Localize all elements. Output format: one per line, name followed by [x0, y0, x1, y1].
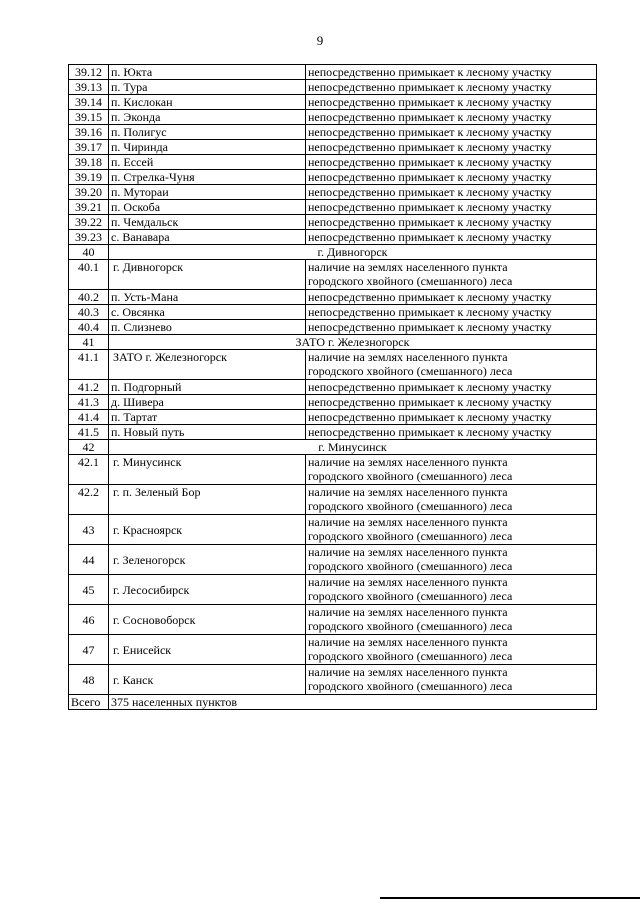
- table-row: [69, 110, 597, 125]
- row-number: 42.1: [69, 455, 109, 485]
- settlement-name: г. Дивногорск: [109, 260, 306, 290]
- settlement-name: г. п. Зеленый Бор: [109, 485, 306, 515]
- table-row: [69, 290, 597, 305]
- condition-cell: непосредственно примыкает к лесному участку: [306, 170, 597, 185]
- table-row: [69, 125, 597, 140]
- condition-cell: непосредственно примыкает к лесному участку: [306, 125, 597, 140]
- condition-cell: непосредственно примыкает к лесному участку: [306, 410, 597, 425]
- row-number: 45: [69, 575, 109, 605]
- condition-cell: [306, 350, 597, 380]
- row-number: 40.1: [69, 260, 109, 290]
- condition-cell: [306, 635, 597, 665]
- condition-line-2: городского хвойного (смешанного) леса: [308, 364, 513, 378]
- table-row: [69, 605, 597, 635]
- settlements-table-body: [69, 65, 597, 710]
- settlement-name: п. Слизнево: [109, 320, 306, 335]
- table-row: [69, 140, 597, 155]
- condition-cell: непосредственно примыкает к лесному участку: [306, 380, 597, 395]
- table-row: [69, 215, 597, 230]
- total-value: 375 населенных пунктов: [109, 695, 597, 710]
- condition-cell: [306, 605, 597, 635]
- row-number: 41.5: [69, 425, 109, 440]
- condition-cell: [306, 515, 597, 545]
- table-row: [69, 545, 597, 575]
- table-row: [69, 260, 597, 290]
- row-number: 40.3: [69, 305, 109, 320]
- row-number: 44: [69, 545, 109, 575]
- condition-line-1: наличие на землях населенного пункта: [308, 635, 508, 649]
- table-row: [69, 200, 597, 215]
- table-row: [69, 395, 597, 410]
- condition-cell: непосредственно примыкает к лесному участку: [306, 65, 597, 80]
- footer-rule: [380, 897, 640, 899]
- settlement-name: п. Ессей: [109, 155, 306, 170]
- table-row: [69, 80, 597, 95]
- condition-line-2: городского хвойного (смешанного) леса: [308, 619, 513, 633]
- row-number: 41: [69, 335, 109, 350]
- row-number: 41.2: [69, 380, 109, 395]
- table-row: [69, 380, 597, 395]
- row-number: 41.3: [69, 395, 109, 410]
- condition-cell: непосредственно примыкает к лесному участку: [306, 305, 597, 320]
- row-number: 42.2: [69, 485, 109, 515]
- table-row: [69, 350, 597, 380]
- condition-cell: непосредственно примыкает к лесному участку: [306, 395, 597, 410]
- condition-line-1: наличие на землях населенного пункта: [308, 575, 508, 589]
- table-row: [69, 95, 597, 110]
- condition-line-2: городского хвойного (смешанного) леса: [308, 529, 513, 543]
- condition-cell: [306, 575, 597, 605]
- condition-line-1: наличие на землях населенного пункта: [308, 665, 508, 679]
- row-number: 39.21: [69, 200, 109, 215]
- row-number: 46: [69, 605, 109, 635]
- condition-line-1: наличие на землях населенного пункта: [308, 455, 508, 469]
- row-number: 39.18: [69, 155, 109, 170]
- total-label: Всего: [69, 695, 109, 710]
- table-row: [69, 305, 597, 320]
- condition-cell: непосредственно примыкает к лесному участку: [306, 425, 597, 440]
- condition-cell: непосредственно примыкает к лесному участку: [306, 95, 597, 110]
- condition-line-1: наличие на землях населенного пункта: [308, 605, 508, 619]
- condition-line-2: городского хвойного (смешанного) леса: [308, 679, 513, 693]
- row-number: 48: [69, 665, 109, 695]
- condition-cell: непосредственно примыкает к лесному участку: [306, 215, 597, 230]
- condition-line-1: наличие на землях населенного пункта: [308, 485, 508, 499]
- table-row: [69, 170, 597, 185]
- settlement-name: с. Овсянка: [109, 305, 306, 320]
- settlement-name: п. Новый путь: [109, 425, 306, 440]
- settlement-name: г. Красноярск: [109, 515, 306, 545]
- settlement-name: п. Тура: [109, 80, 306, 95]
- settlement-name: г. Енисейск: [109, 635, 306, 665]
- settlement-name: г. Минусинск: [109, 455, 306, 485]
- row-number: 39.19: [69, 170, 109, 185]
- condition-cell: [306, 455, 597, 485]
- row-number: 39.14: [69, 95, 109, 110]
- condition-cell: непосредственно примыкает к лесному участку: [306, 185, 597, 200]
- settlement-name: п. Тартат: [109, 410, 306, 425]
- condition-cell: непосредственно примыкает к лесному участку: [306, 140, 597, 155]
- condition-line-2: городского хвойного (смешанного) леса: [308, 499, 513, 513]
- settlement-name: г. Лесосибирск: [109, 575, 306, 605]
- condition-cell: непосредственно примыкает к лесному участку: [306, 290, 597, 305]
- condition-cell: непосредственно примыкает к лесному участку: [306, 155, 597, 170]
- condition-cell: [306, 485, 597, 515]
- condition-line-1: наличие на землях населенного пункта: [308, 350, 508, 364]
- page-number: 9: [316, 33, 324, 48]
- table-row: [69, 335, 597, 350]
- row-number: 40.2: [69, 290, 109, 305]
- row-number: 40.4: [69, 320, 109, 335]
- table-row: [69, 245, 597, 260]
- settlement-name: г. Сосновоборск: [109, 605, 306, 635]
- settlement-name: г. Канск: [109, 665, 306, 695]
- settlement-name: ЗАТО г. Железногорск: [109, 350, 306, 380]
- condition-cell: [306, 545, 597, 575]
- settlement-name: п. Оскоба: [109, 200, 306, 215]
- settlement-name: п. Усть-Мана: [109, 290, 306, 305]
- condition-line-2: городского хвойного (смешанного) леса: [308, 559, 513, 573]
- settlement-name: п. Стрелка-Чуня: [109, 170, 306, 185]
- settlement-name: п. Мутораи: [109, 185, 306, 200]
- settlement-name: с. Ванавара: [109, 230, 306, 245]
- table-row: [69, 320, 597, 335]
- settlement-name: п. Чиринда: [109, 140, 306, 155]
- row-number: 41.1: [69, 350, 109, 380]
- row-number: 39.15: [69, 110, 109, 125]
- condition-line-2: городского хвойного (смешанного) леса: [308, 649, 513, 663]
- condition-cell: непосредственно примыкает к лесному участку: [306, 80, 597, 95]
- table-row: [69, 575, 597, 605]
- settlement-name: п. Чемдальск: [109, 215, 306, 230]
- settlements-table: [68, 64, 597, 710]
- table-row: [69, 185, 597, 200]
- settlement-name: п. Эконда: [109, 110, 306, 125]
- condition-cell: непосредственно примыкает к лесному участку: [306, 230, 597, 245]
- table-row: [69, 485, 597, 515]
- table-row: [69, 410, 597, 425]
- settlement-name: п. Полигус: [109, 125, 306, 140]
- condition-cell: непосредственно примыкает к лесному участку: [306, 320, 597, 335]
- table-row: [69, 665, 597, 695]
- row-number: 42: [69, 440, 109, 455]
- row-number: 39.13: [69, 80, 109, 95]
- condition-cell: [306, 260, 597, 290]
- table-row: [69, 65, 597, 80]
- table-row: [69, 455, 597, 485]
- condition-line-2: городского хвойного (смешанного) леса: [308, 589, 513, 603]
- row-number: 39.17: [69, 140, 109, 155]
- table-row: [69, 230, 597, 245]
- row-number: 39.20: [69, 185, 109, 200]
- table-row: [69, 440, 597, 455]
- table-row: [69, 425, 597, 440]
- row-number: 39.16: [69, 125, 109, 140]
- settlement-name: д. Шивера: [109, 395, 306, 410]
- condition-line-1: наличие на землях населенного пункта: [308, 260, 508, 274]
- condition-line-2: городского хвойного (смешанного) леса: [308, 274, 513, 288]
- row-number: 43: [69, 515, 109, 545]
- row-number: 40: [69, 245, 109, 260]
- settlement-name: п. Юкта: [109, 65, 306, 80]
- settlement-name: г. Зеленогорск: [109, 545, 306, 575]
- row-number: 47: [69, 635, 109, 665]
- table-row: [69, 515, 597, 545]
- row-number: 39.22: [69, 215, 109, 230]
- condition-line-2: городского хвойного (смешанного) леса: [308, 469, 513, 483]
- row-number: 41.4: [69, 410, 109, 425]
- table-row: [69, 635, 597, 665]
- condition-cell: непосредственно примыкает к лесному участку: [306, 200, 597, 215]
- district-header: г. Дивногорск: [109, 245, 597, 260]
- settlement-name: п. Подгорный: [109, 380, 306, 395]
- table-row: [69, 155, 597, 170]
- row-number: 39.12: [69, 65, 109, 80]
- total-row: [69, 695, 597, 710]
- district-header: г. Минусинск: [109, 440, 597, 455]
- settlement-name: п. Кислокан: [109, 95, 306, 110]
- condition-line-1: наличие на землях населенного пункта: [308, 545, 508, 559]
- condition-cell: непосредственно примыкает к лесному участку: [306, 110, 597, 125]
- condition-cell: [306, 665, 597, 695]
- condition-line-1: наличие на землях населенного пункта: [308, 515, 508, 529]
- district-header: ЗАТО г. Железногорск: [109, 335, 597, 350]
- row-number: 39.23: [69, 230, 109, 245]
